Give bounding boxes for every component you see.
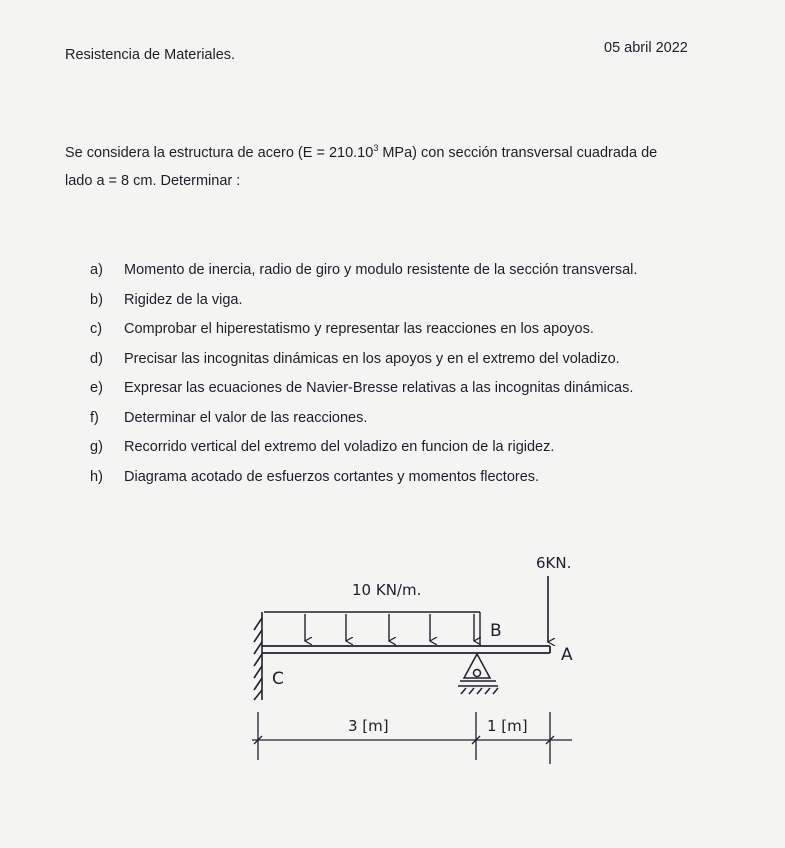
label-c: C bbox=[272, 669, 284, 689]
statement-part2: MPa) con sección transversal cuadrada de bbox=[378, 144, 658, 161]
statement-line2: lado a = 8 cm. Determinar : bbox=[65, 172, 241, 189]
task-text: Comprobar el hiperestatismo y representar las reacciones en los apoyos. bbox=[124, 321, 594, 337]
task-text: Diagrama acotado de esfuerzos cortantes y momentos flectores. bbox=[124, 468, 540, 485]
task-letter: d) bbox=[90, 350, 103, 367]
label-a: A bbox=[561, 645, 573, 665]
beam bbox=[262, 646, 550, 653]
task-letter: h) bbox=[90, 468, 103, 485]
task-text: Expresar las ecuaciones de Navier-Bresse relativas a las incognitas dinámicas. bbox=[124, 380, 634, 396]
task-letter: g) bbox=[90, 439, 103, 455]
statement-part1: Se considera la estructura de acero (E = 210.10 bbox=[65, 144, 374, 161]
task-letter: b) bbox=[90, 291, 103, 308]
task-text: Momento de inercia, radio de giro y modulo resistente de la sección transversal. bbox=[124, 262, 638, 278]
label-b: B bbox=[490, 621, 502, 641]
pinned-support-b bbox=[458, 654, 498, 694]
course-title: Resistencia de Materiales. bbox=[65, 47, 236, 63]
point-load-label: 6KN. bbox=[536, 554, 572, 572]
task-letter: e) bbox=[90, 380, 103, 396]
task-text: Rigidez de la viga. bbox=[124, 291, 243, 308]
statement-exponent: 3 bbox=[373, 143, 379, 153]
span-ba-label: 1 [m] bbox=[487, 717, 528, 735]
task-text: Determinar el valor de las reacciones. bbox=[124, 409, 368, 426]
task-letter: a) bbox=[90, 262, 103, 278]
exam-date: 05 abril 2022 bbox=[604, 40, 688, 56]
task-letter: c) bbox=[90, 321, 103, 337]
fixed-support-c bbox=[254, 612, 262, 700]
span-cb-label: 3 [m] bbox=[348, 717, 389, 735]
distributed-load-label: 10 KN/m. bbox=[352, 581, 422, 599]
task-text: Recorrido vertical del extremo del voladizo en funcion de la rigidez. bbox=[124, 439, 555, 455]
task-letter: f) bbox=[90, 409, 99, 426]
distributed-load bbox=[264, 612, 480, 644]
task-text: Precisar las incognitas dinámicas en los apoyos y en el extremo del voladizo. bbox=[124, 350, 620, 367]
